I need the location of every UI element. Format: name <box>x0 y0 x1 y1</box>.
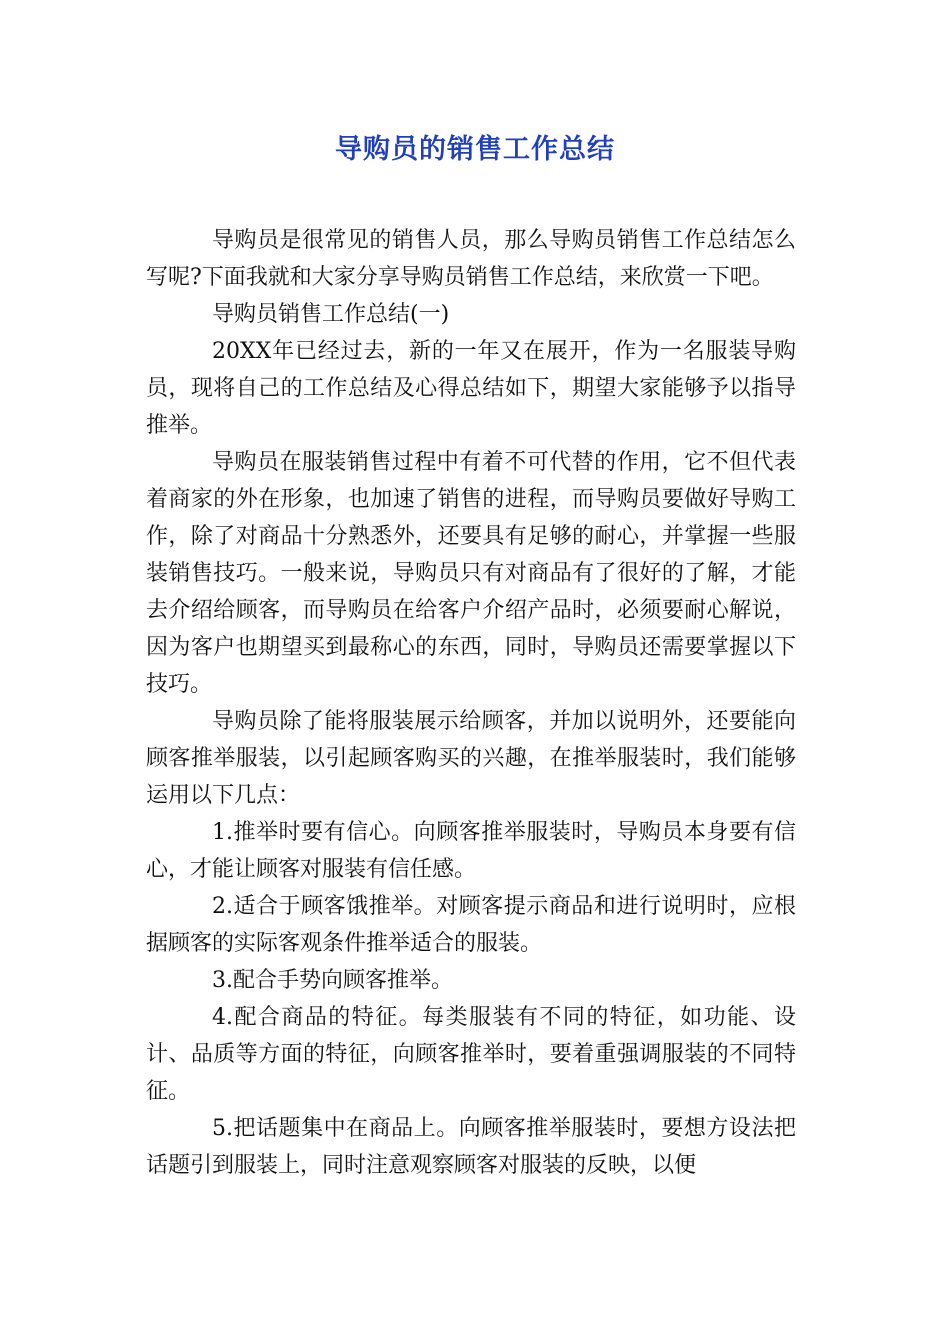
document-title: 导购员的销售工作总结 <box>335 134 615 165</box>
paragraph: 20XX年已经过去，新的一年又在展开，作为一名服装导购员，现将自己的工作总结及心得总结如下，期望大家能够予以指导推举。 <box>146 339 796 438</box>
paragraph-intro: 导购员是很常见的销售人员，那么导购员销售工作总结怎么写呢?下面我就和大家分享导购员销售工作总结，来欣赏一下吧。 <box>146 228 796 290</box>
list-item: 1.推举时要有信心。向顾客推举服装时，导购员本身要有信心，才能让顾客对服装有信任感。 <box>146 820 796 882</box>
list-item: 4.配合商品的特征。每类服装有不同的特征，如功能、设计、品质等方面的特征，向顾客推举时，要着重强调服装的不同特征。 <box>146 1005 796 1104</box>
document-body <box>146 222 796 1184</box>
list-item: 2.适合于顾客饿推举。对顾客提示商品和进行说明时，应根据顾客的实际客观条件推举适合的服装。 <box>146 894 796 956</box>
list-item: 3.配合手势向顾客推举。 <box>212 968 453 993</box>
paragraph: 导购员除了能将服装展示给顾客，并加以说明外，还要能向顾客推举服装，以引起顾客购买的兴趣，在推举服装时，我们能够运用以下几点： <box>146 709 796 808</box>
section-heading: 导购员销售工作总结(一) <box>212 302 450 327</box>
list-item: 5.把话题集中在商品上。向顾客推举服装时，要想方设法把话题引到服装上，同时注意观察顾客对服装的反映，以便 <box>146 1116 796 1178</box>
paragraph: 导购员在服装销售过程中有着不可代替的作用，它不但代表着商家的外在形象，也加速了销售的进程，而导购员要做好导购工作，除了对商品十分熟悉外，还要具有足够的耐心，并掌握一些服装销售技巧。一般来说，导购员只有对商品有了很好的了解，才能去介绍给顾客，而导购员在给客户介绍产品时，必须要耐心解说，因为客户也期望买到最称心的东西，同时，导购员还需要掌握以下技巧。 <box>146 450 796 697</box>
